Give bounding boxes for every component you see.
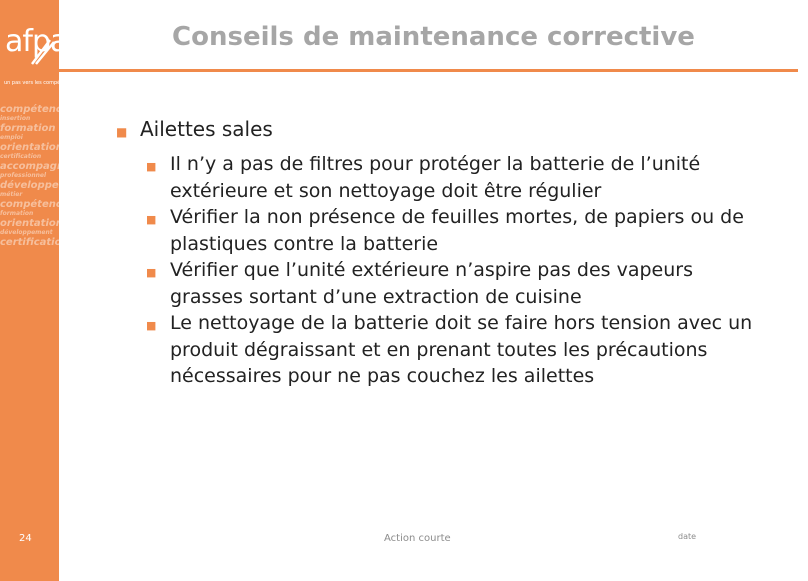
bullet-level2	[146, 151, 756, 204]
square-bullet-icon: ■	[146, 160, 157, 173]
word-cloud-word: professionnel	[0, 172, 47, 179]
word-cloud-word: développement	[0, 180, 88, 191]
title-divider	[59, 69, 798, 72]
word-cloud-word: orientation	[0, 218, 63, 229]
word-cloud-word: accompagnement	[0, 161, 100, 172]
square-bullet-icon: ■	[146, 319, 157, 332]
footer-label: Action courte	[384, 533, 451, 544]
bullet-text: Vérifier la non présence de feuilles mortes, de papiers ou de plastiques contre la batterie	[170, 206, 744, 255]
word-cloud-word: métier	[0, 191, 23, 198]
slide-content	[116, 117, 776, 390]
square-bullet-icon: ■	[146, 266, 157, 279]
word-cloud-word: emploi	[0, 134, 23, 141]
word-cloud-word: formation	[0, 123, 56, 134]
word-cloud-word: certification	[0, 237, 69, 248]
bullet-text: Il n’y a pas de filtres pour protéger la batterie de l’unité extérieure et son nettoyage doit être régulier	[170, 153, 701, 202]
bullet-text: Le nettoyage de la batterie doit se faire hors tension avec un produit dégraissant et en prenant toutes les précautions nécessaires pour ne pas couchez les ailettes	[170, 312, 753, 387]
word-cloud	[0, 104, 100, 248]
square-bullet-icon: ■	[146, 213, 157, 226]
square-bullet-icon: ■	[116, 125, 128, 139]
word-cloud-word: compétences	[0, 199, 75, 210]
word-cloud-word: insertion	[0, 115, 31, 122]
bullet-level2	[146, 204, 756, 257]
bullet-level1	[116, 117, 776, 141]
logo-tagline: un pas vers les compétences	[4, 80, 77, 86]
logo-wordmark: afpa	[5, 24, 68, 59]
afpa-logo	[2, 14, 77, 86]
bullet-level2	[146, 310, 756, 390]
word-cloud-word: orientation	[0, 142, 63, 153]
brand-sidebar	[0, 0, 100, 581]
bullet-level2	[146, 257, 756, 310]
word-cloud-word: certification	[0, 153, 42, 160]
word-cloud-word: compétences	[0, 104, 75, 115]
bullet-text: Ailettes sales	[140, 117, 273, 141]
slide-title: Conseils de maintenance corrective	[172, 22, 695, 52]
word-cloud-word: formation	[0, 210, 34, 217]
bullet-text: Vérifier que l’unité extérieure n’aspire pas des vapeurs grasses sortant d’une extraction de cuisine	[170, 259, 693, 308]
logo-swoosh-icon	[2, 34, 58, 74]
footer-date: date	[678, 532, 697, 541]
word-cloud-word: développement	[0, 229, 53, 236]
page-number: 24	[19, 533, 32, 544]
